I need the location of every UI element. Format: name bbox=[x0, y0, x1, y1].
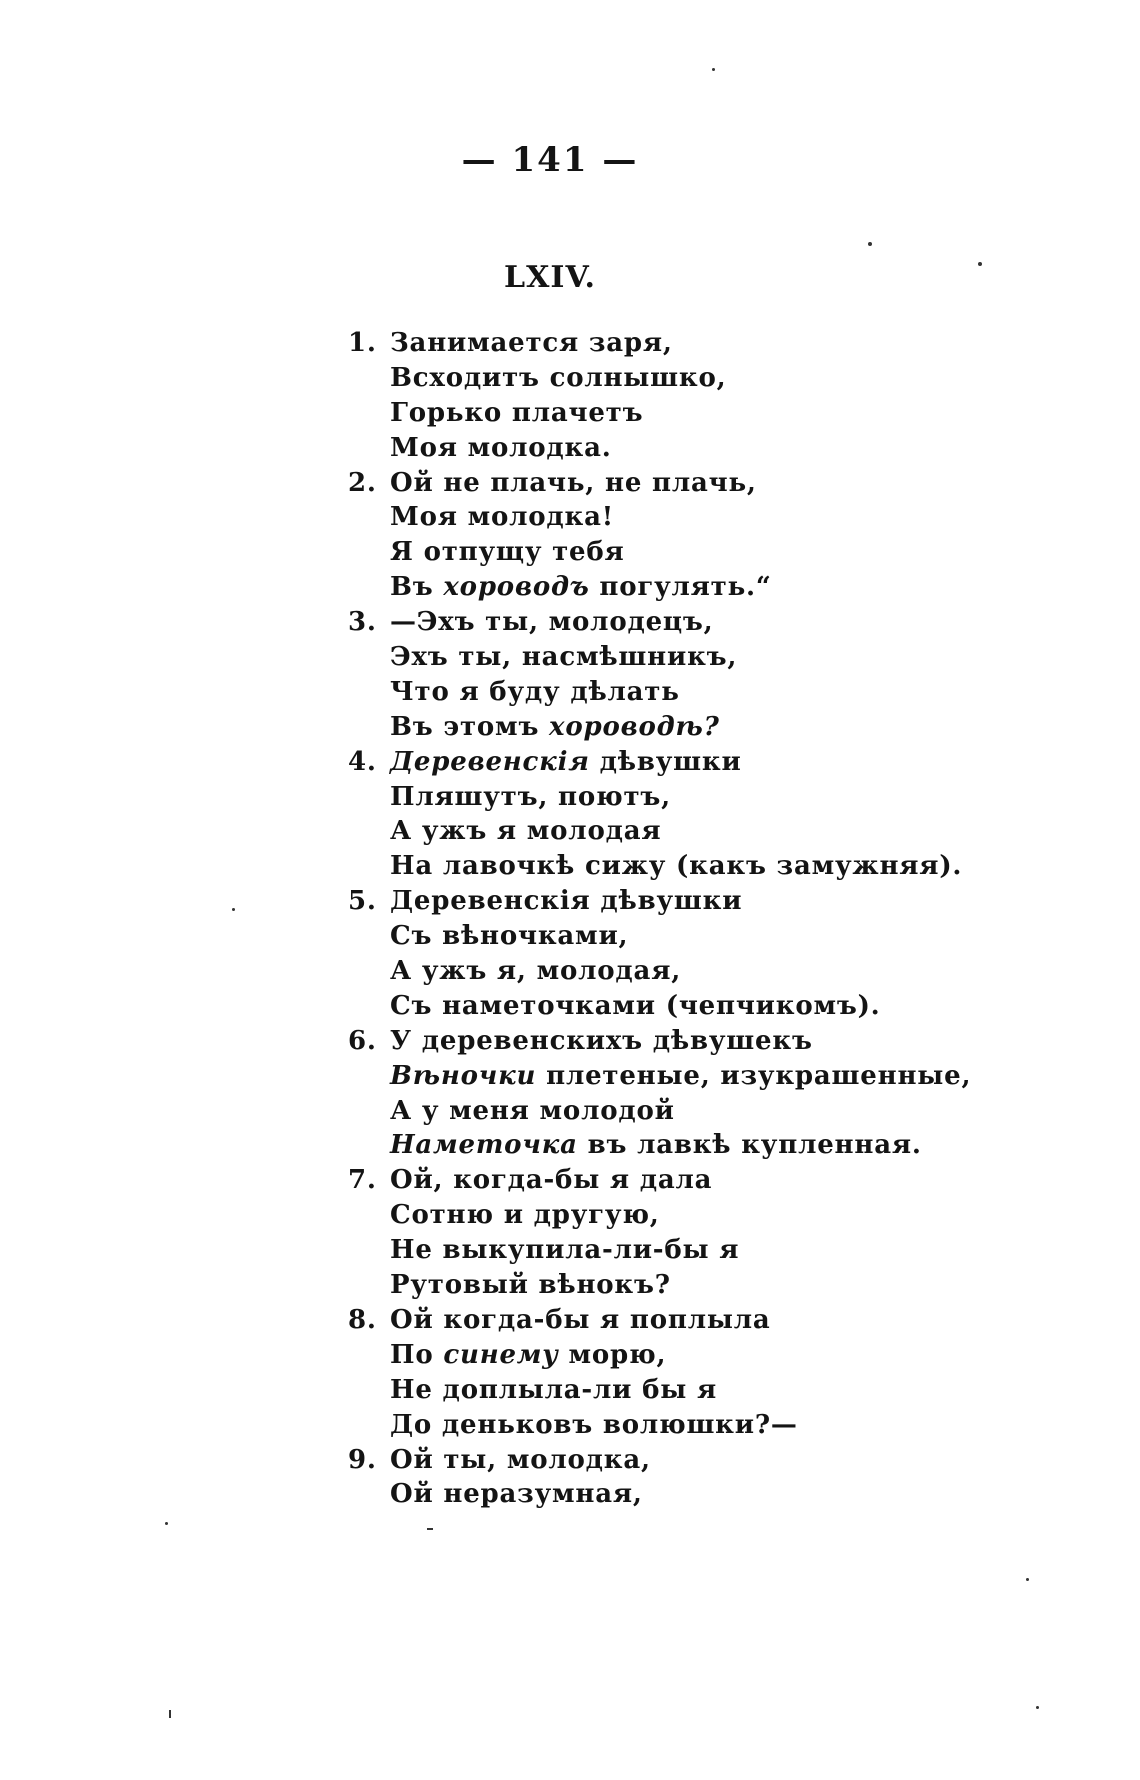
poem-line bbox=[348, 640, 1108, 675]
stanza-number: 8. bbox=[348, 1304, 377, 1335]
stanza bbox=[348, 1163, 1108, 1303]
line-text: въ лавкѣ купленная. bbox=[577, 1130, 922, 1161]
poem-line bbox=[348, 1303, 1108, 1338]
stanza bbox=[348, 466, 1108, 606]
poem-line bbox=[348, 780, 1108, 815]
stanza-number: 2. bbox=[348, 467, 377, 498]
poem-text bbox=[348, 326, 1108, 1512]
italic-text: Деревенскія bbox=[390, 746, 590, 777]
line-text: —Эхъ ты, молодецъ, bbox=[390, 607, 714, 638]
line-text: Въ bbox=[390, 572, 444, 603]
line-text: Съ наметочками (чепчикомъ). bbox=[390, 990, 881, 1021]
stanza-number: 9. bbox=[348, 1444, 377, 1475]
poem-line bbox=[348, 919, 1108, 954]
poem-line bbox=[348, 1128, 1108, 1163]
italic-text: Наметочка bbox=[390, 1130, 578, 1161]
poem-line bbox=[348, 535, 1108, 570]
italic-text: хороводъ bbox=[443, 572, 590, 603]
line-text: Рутовый вѣнокъ? bbox=[390, 1270, 671, 1301]
line-text: Ой не плачь, не плачь, bbox=[390, 467, 757, 498]
scan-speck bbox=[978, 262, 982, 266]
line-text: плетеные, изукрашенные, bbox=[536, 1060, 972, 1091]
italic-text: синему bbox=[443, 1339, 559, 1370]
line-text: Занимается заря, bbox=[390, 328, 673, 358]
scan-speck bbox=[1026, 1578, 1029, 1581]
poem-line bbox=[348, 814, 1108, 849]
poem-line bbox=[348, 1163, 1108, 1198]
poem-line bbox=[348, 326, 1108, 361]
poem-line bbox=[348, 1198, 1108, 1233]
line-text: Деревенскія дѣвушки bbox=[390, 886, 743, 917]
line-text: Я отпущу тебя bbox=[390, 537, 625, 568]
poem-line bbox=[348, 500, 1108, 535]
poem-line bbox=[348, 1338, 1108, 1373]
poem-line bbox=[348, 1443, 1108, 1478]
poem-line bbox=[348, 1024, 1108, 1059]
line-text: Ой неразумная, bbox=[390, 1479, 643, 1510]
section-title: LXIV. bbox=[504, 260, 596, 295]
line-text: Горько плачетъ bbox=[390, 397, 644, 428]
line-text: На лавочкѣ сижу (какъ замужняя). bbox=[390, 851, 963, 882]
stanza-number: 4. bbox=[348, 746, 377, 777]
poem-line bbox=[348, 431, 1108, 466]
page-number: — 141 — bbox=[461, 140, 639, 180]
line-text: Всходитъ солнышко, bbox=[390, 362, 727, 393]
scan-speck bbox=[868, 242, 872, 246]
poem-line bbox=[348, 884, 1108, 919]
stanza-number: 5. bbox=[348, 886, 377, 917]
line-text: Не выкупила-ли-бы я bbox=[390, 1235, 740, 1266]
line-text: До деньковъ волюшки?— bbox=[390, 1409, 798, 1440]
poem-line bbox=[348, 466, 1108, 501]
line-text: Ой когда-бы я поплыла bbox=[390, 1304, 771, 1335]
poem-line bbox=[348, 570, 1108, 605]
poem-line bbox=[348, 1268, 1108, 1303]
line-text: Сотню и другую, bbox=[390, 1200, 660, 1231]
italic-text: Вѣночки bbox=[390, 1060, 537, 1091]
scan-speck bbox=[169, 1710, 171, 1718]
italic-text: хороводѣ? bbox=[549, 711, 720, 742]
line-text: Моя молодка. bbox=[390, 432, 612, 463]
line-text: Пляшутъ, поютъ, bbox=[390, 781, 671, 812]
line-text: А ужъ я молодая bbox=[390, 816, 662, 847]
poem-line bbox=[348, 1059, 1108, 1094]
line-text: морю, bbox=[558, 1339, 667, 1370]
line-text: дѣвушки bbox=[589, 746, 742, 777]
stanza bbox=[348, 884, 1108, 1024]
stanza-number: 7. bbox=[348, 1165, 377, 1196]
line-text: Съ вѣночками, bbox=[390, 921, 629, 952]
scan-speck bbox=[427, 1528, 433, 1530]
scan-speck bbox=[232, 908, 235, 911]
stanza bbox=[348, 605, 1108, 745]
poem-line bbox=[348, 361, 1108, 396]
poem-line bbox=[348, 989, 1108, 1024]
line-text: Ой, когда-бы я дала bbox=[390, 1165, 713, 1196]
stanza-number: 1. bbox=[348, 328, 377, 358]
poem-line bbox=[348, 605, 1108, 640]
line-text: У деревенскихъ дѣвушекъ bbox=[390, 1025, 813, 1056]
line-text: Въ этомъ bbox=[390, 711, 550, 742]
scan-speck bbox=[712, 68, 715, 71]
poem-line bbox=[348, 710, 1108, 745]
line-text: Эхъ ты, насмѣшникъ, bbox=[390, 642, 738, 673]
poem-line bbox=[348, 1094, 1108, 1129]
poem-line bbox=[348, 396, 1108, 431]
line-text: Ой ты, молодка, bbox=[390, 1444, 651, 1475]
poem-line bbox=[348, 745, 1108, 780]
poem-line bbox=[348, 1477, 1108, 1512]
stanza bbox=[348, 1024, 1108, 1164]
stanza-number: 6. bbox=[348, 1025, 377, 1056]
poem-line bbox=[348, 675, 1108, 710]
stanza bbox=[348, 1443, 1108, 1513]
poem-line bbox=[348, 1233, 1108, 1268]
line-text: погулять.“ bbox=[589, 572, 772, 603]
line-text: По bbox=[390, 1339, 444, 1370]
poem-line bbox=[348, 1408, 1108, 1443]
poem-line bbox=[348, 849, 1108, 884]
poem-line bbox=[348, 954, 1108, 989]
stanza-number: 3. bbox=[348, 607, 377, 638]
stanza bbox=[348, 326, 1108, 466]
line-text: Моя молодка! bbox=[390, 502, 614, 533]
stanza bbox=[348, 1303, 1108, 1443]
poem-line bbox=[348, 1373, 1108, 1408]
stanza bbox=[348, 745, 1108, 885]
line-text: А у меня молодой bbox=[390, 1095, 675, 1126]
line-text: Не доплыла-ли бы я bbox=[390, 1374, 717, 1405]
scan-speck bbox=[1036, 1706, 1039, 1709]
line-text: А ужъ я, молодая, bbox=[390, 956, 682, 987]
scan-speck bbox=[165, 1522, 168, 1525]
line-text: Что я буду дѣлать bbox=[390, 676, 680, 707]
